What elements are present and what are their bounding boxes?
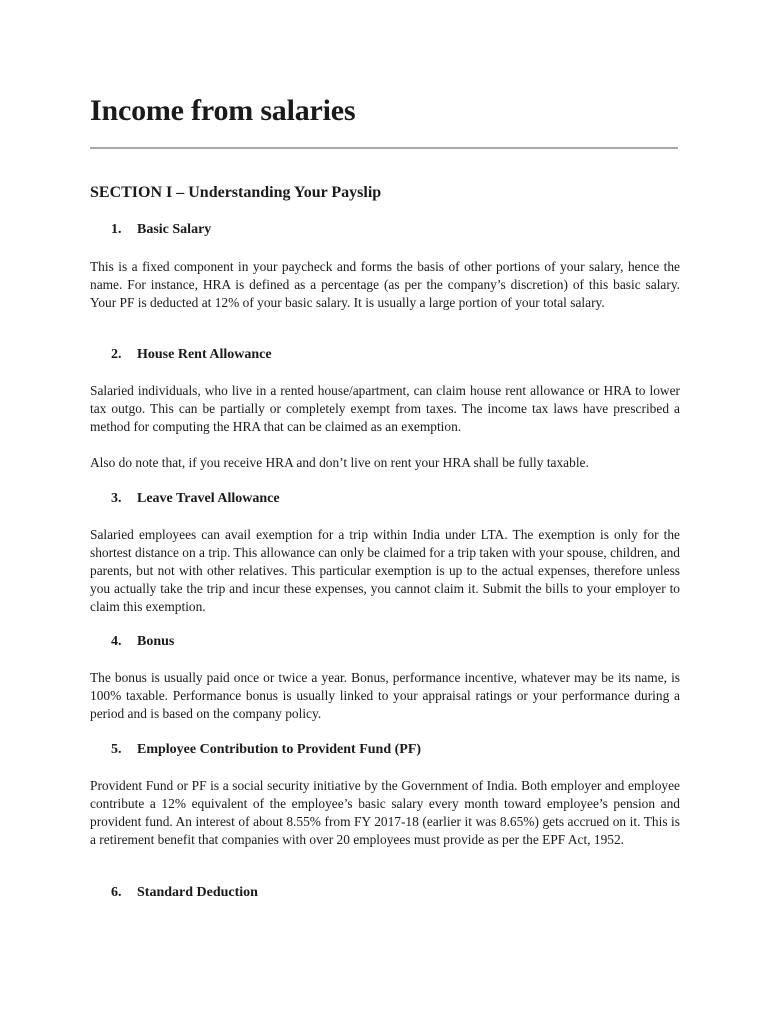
item-heading-provident-fund (111, 740, 421, 760)
document-title: Income from salaries (90, 94, 356, 127)
paragraph-hra-2: Also do note that, if you receive HRA and don’t live on rent your HRA shall be fully taxable. (90, 455, 589, 470)
item-number: 3. (111, 491, 122, 506)
item-number: 1. (111, 222, 122, 237)
item-heading-standard-deduction (111, 883, 258, 903)
paragraph-bonus: The bonus is usually paid once or twice a year. Bonus, performance incentive, whatever may be its name, is 100% taxable. Performance bonus is usually linked to your appraisal ratings or your performance during a period and is based on the company policy. (90, 670, 680, 721)
item-number: 4. (111, 634, 122, 649)
item-title: Standard Deduction (137, 885, 258, 900)
item-number: 2. (111, 347, 122, 362)
item-heading-house-rent-allowance (111, 345, 272, 365)
paragraph-provident-fund: Provident Fund or PF is a social security initiative by the Government of India. Both employer and employee contribute a 12% equivalent of the employee’s basic salary every month toward employee’s pension and provident fund. An interest of about 8.55% from FY 2017-18 (earlier it was 8.65%) gets accrued on it. This is a retirement benefit that companies with over 20 employees must provide as per the EPF Act, 1952. (90, 778, 680, 847)
item-number: 6. (111, 885, 122, 900)
title-divider (90, 147, 678, 149)
paragraph-basic-salary: This is a fixed component in your paycheck and forms the basis of other portions of your salary, hence the name. For instance, HRA is defined as a percentage (as per the company’s discretion) of this basic salary. Your PF is deducted at 12% of your basic salary. It is usually a large portion of your total salary. (90, 259, 680, 310)
item-number: 5. (111, 742, 122, 757)
item-title: Basic Salary (137, 222, 212, 237)
section-heading: SECTION I – Understanding Your Payslip (90, 184, 382, 201)
item-title: House Rent Allowance (137, 347, 272, 362)
item-title: Leave Travel Allowance (137, 491, 280, 506)
item-title: Employee Contribution to Provident Fund (PF) (137, 742, 422, 757)
item-heading-leave-travel-allowance (111, 489, 280, 509)
paragraph-lta: Salaried employees can avail exemption for a trip within India under LTA. The exemption is only for the shortest distance on a trip. This allowance can only be claimed for a trip taken with your spouse, children, and parents, but not with other relatives. This particular exemption is up to the actual expenses, therefore unless you actually take the trip and incur these expenses, you cannot claim it. Submit the bills to your employer to claim this exemption. (90, 527, 680, 614)
item-title: Bonus (137, 634, 175, 649)
item-heading-basic-salary (111, 220, 211, 240)
paragraph-hra-1: Salaried individuals, who live in a rented house/apartment, can claim house rent allowance or HRA to lower tax outgo. This can be partially or completely exempt from taxes. The income tax laws have prescribed a method for computing the HRA that can be claimed as an exemption. (90, 383, 680, 434)
item-heading-bonus (111, 632, 174, 652)
